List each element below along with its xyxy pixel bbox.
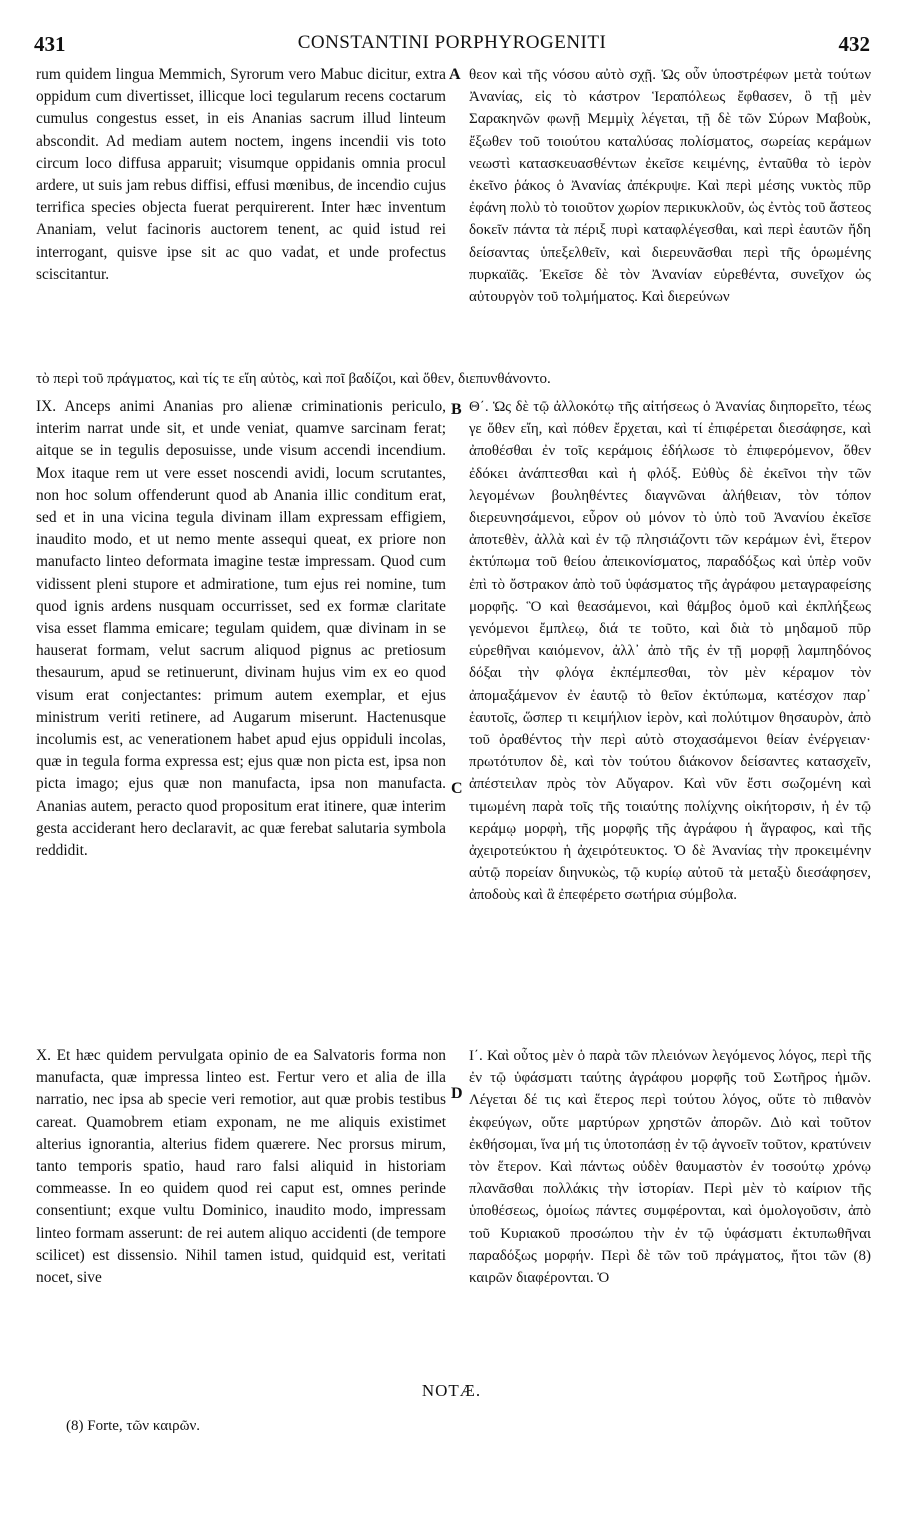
section-marker-c: C	[451, 780, 463, 797]
latin-column-top	[36, 64, 446, 286]
latin-column-middle	[36, 396, 446, 862]
page-header	[34, 32, 870, 58]
latin-column-bottom	[36, 1045, 446, 1289]
greek-paragraph-3: Ι΄. Καὶ οὗτος μὲν ὁ παρὰ τῶν πλειόνων λεγόμενος λόγος, περὶ τῆς ἐν τῷ ὑφάσματι ταύτης ἀγράφου μορφῆς τοῦ Σωτῆρος ἡμῶν. Λέγεται δέ τις καὶ ἕτερος περὶ τούτου λόγος, οὔτε τὸ πιθανὸν ἐκφεύγων, οὔτε μαρτύρων χρηστῶν ἀπορῶν. Διὸ καὶ τοῦτον ἐκθήσομαι, ἵνα μή τις ὑποτοπάσῃ ἐν τῷ ἀγνοεῖν τοῦτον, κρατύνειν τὸν ἕτερον. Καὶ πάντως οὐδὲν θαυμαστὸν ἐν τοσούτῳ χρόνῳ πλανᾶσθαι πολλάκις τὴν ἱστορίαν. Περὶ μὲν τὸ καίριον τῆς ὑποθέσεως, ὁμοίως πάντες συμφέρονται, καὶ ὁμολογοῦσιν, ἀπὸ τοῦ Κυριακοῦ προσώπου τὴν ἐν τῷ ὑφάσματι ἐκτυπωθῆναι παραδόξως μορφήν. Περὶ δὲ τῶν τοῦ πράγματος, ἤτοι τῶν (8) καιρῶν διαφέρονται. Ὁ	[469, 1048, 871, 1287]
footnote-8: (8) Forte, τῶν καιρῶν.	[66, 1418, 201, 1434]
notes-heading: NOTÆ.	[421, 1381, 482, 1400]
greek-spanning-line	[36, 368, 871, 390]
latin-paragraph-1: rum quidem lingua Memmich, Syrorum vero Mabuc dicitur, extra oppidum cum divertisset, illicque loci tegularum recens coctarum cumulus congestus esset, in eis Ananias sacrum illud linteum abscondit. Ad mediam autem noctem, ingens incendii vis toto circum loco diffusa apparuit; visumque oppidanis omnia procul ardere, ut suis jam rebus diffisi, effusi mœnibus, de incendio cujus terrifica species objecta fuerat perquirerent. Inter hæc inventum Ananiam, velut facinoris auctorem tenent, ac quid istud rei interrogant, quisve ipse sit ac quo vadat, et unde profectus sciscitantur.	[36, 66, 446, 283]
running-title: CONSTANTINI PORPHYROGENITI	[297, 32, 607, 53]
greek-column-bottom	[469, 1045, 871, 1289]
greek-column-top	[469, 64, 871, 308]
section-marker-a: A	[449, 66, 461, 83]
page-number-left: 431	[34, 32, 66, 56]
page-number-right: 432	[838, 32, 870, 56]
greek-paragraph-1: θεον καὶ τῆς νόσου αὐτὸ σχῇ. Ὡς οὖν ὑποστρέφων μετὰ τούτων Ἀνανίας, εἰς τὸ κάστρον Ἱεραπόλεως ἔφθασεν, ὃ τῇ μὲν Σαρακηνῶν φωνῇ Μεμμὶχ λέγεται, τῇ δὲ τῶν Σύρων Μαβοὺκ, ἔξωθεν τοῦ τοιούτου καταλύσας πολίσματος, σωρείας κεράμων νεωστὶ κατασκευασθέντων ἐκεῖσε κειμένης, ἐνταῦθα τὸ ἱερὸν ἐκεῖνο ῥάκος ὁ Ἀνανίας ἀπέκρυψε. Καὶ περὶ μέσης νυκτὸς πῦρ ἐφάνη πολὺ τὸ τοιοῦτον χωρίον περικυκλοῦν, ὡς ἐντὸς τοῦ ἄστεος δοκεῖν πάντα τὰ πέριξ πυρὶ καταφλέγεσθαι, καὶ περὶ ἑαυτῶν ἤδη δείσαντας ὑπεξελθεῖν, καὶ διερευνᾶσθαι περὶ τῆς ὁρωμένης πυρκαϊᾶς. Ἐκεῖσε δὲ τὸν Ἀνανίαν εὑρεθέντα, συνεῖχον ὡς αὐτουργὸν τοῦ τολμήματος. Καὶ διερεύνων	[469, 67, 871, 306]
greek-span-text: τὸ περὶ τοῦ πράγματος, καὶ τίς τε εἴη αὐτὸς, καὶ ποῖ βαδίζοι, καὶ ὅθεν, διεπυνθάνοντο.	[36, 371, 551, 387]
latin-paragraph-2: IX. Anceps animi Ananias pro alienæ criminationis periculo, interim narrat unde sit, et unde veniat, quamve sarcinam ferat; aitque se in tegulis deposuisse, unde visum accendi incendium. Mox itaque rem ut vere esset noscendi avidi, locum scrutantes, non hoc solum offenderunt quod ab Anania illic conditum erat, sed et in una vicina tegula divinam illam expressam effigiem, inaudito modo, et ut nemo mente assequi queat, ex priore non manufacto linteo deformata imagine testæ impressam. Quod cum vidissent pleni stupore et admiratione, tum ejus rei nomine, tum quod ignis ardens nusquam occurrisset, sed ex formæ claritate visa esset flamma emicare; tegulam quidem, quæ divinam in se hauserat formam, velut sacrum aliquod pignus ac pretiosum thesaurum, apud se retinuerunt, divinam hujus vim ex eo quod visum erat conjectantes: primum autem exemplar, et ejus ministrum veriti retinere, ad Augarum miserunt. Hactenusque incolumis est, ac venerationem habet apud ejus oppiduli incolas, quæ in tegula forma expressa est; ejus quæ non picta est, ipsa non picta imago; ejus quæ non manufacta, ipsa non manufacta. Ananias autem, peracto quod propositum erat itinere, quæ interim gesta acciderant hero declaravit, ac quæ ferebat salutaria symbola reddidit.	[36, 398, 446, 860]
section-marker-d: D	[451, 1085, 463, 1102]
greek-column-middle	[469, 396, 871, 907]
section-marker-b: B	[451, 401, 462, 418]
latin-paragraph-3: X. Et hæc quidem pervulgata opinio de ea Salvatoris forma non manufacta, quæ impressa linteo est. Fertur vero et alia de illa narratio, nec ipsa ab specie veri remotior, aut quæ probis testibus careat. Quamobrem etiam exponam, ne me aliquis existimet alterius ignorantia, alterius fidem quærere. Nec prorsus mirum, tanto temporis spatio, haud raro falsi aliquid in historiam commeasse. In eo quidem quod rei caput est, omnes perinde consentiunt; exque vultu Dominico, inaudito modo, impressam linteo formam asserunt: de rei autem aliquo accidenti (de tempore scilicet) est dissensio. Nihil tamen istud, quidquid est, veritati nocet, sive	[36, 1047, 446, 1287]
greek-paragraph-2: Θ΄. Ὡς δὲ τῷ ἀλλοκότῳ τῆς αἰτήσεως ὁ Ἀνανίας διηπορεῖτο, τέως γε ὅθεν εἴη, καὶ πόθεν ἔρχεται, καὶ τί ἐπιφέρεται διεσάφησε, καὶ ἀποθέσθαι ἐν τοῖς κεράμοις ἐδήλωσε τὸ ἐπιφερόμενον, ὅθεν ἐδόκει ἀνάπτεσθαι καὶ ἡ φλόξ. Εὐθὺς δὲ ἐκεῖνοι τὴν τῶν λεγομένων βουληθέντες διαγνῶναι ἀλήθειαν, τὸν τόπον διερευνησάμενοι, εὗρον οὐ μόνον τὸ ὑπὸ τοῦ Ἀνανίου ἐκεῖσε ἀποτεθὲν, ἀλλὰ καὶ ἐν τῷ πλησιάζοντι τῶν κεράμων ἑνὶ, ἕτερον ἐκτύπωμα τοῦ θείου ἀπεικονίσματος, παραδόξως καὶ ὑπὲρ νοῦν ἐπὶ τὸ ὄστρακον ἀπὸ τοῦ ὑφάσματος τῆς ἀγράφου μεταγραφείσης μορφῆς. Ὃ καὶ θεασάμενοι, καὶ θάμβος ὁμοῦ καὶ ἐκπλήξεως γενόμενοι ἔμπλεῳ, διά τε τοῦτο, καὶ διὰ τὸ μηδαμοῦ πῦρ εὑρεθῆναι καιόμενον, ἀλλ᾿ ἀπὸ τῆς ἐν τῇ μορφῇ λαμπηδόνος δόξαι τὴν φλόγα ἐκπέμπεσθαι, τὸν μὲν κέραμον τὸν ἀπομαξάμενον ἐν ἑαυτῷ τὸ θεῖον ἐκτύπωμα, κατέσχον παρ᾿ ἑαυτοῖς, ὥσπερ τι κειμήλιον ἱερὸν, καὶ πολύτιμον θησαυρὸν, ἀπὸ τοῦ ὀραθέντος τὴν περὶ αὐτὸ στοχασάμενοι θείαν ἐνέργειαν· πρωτότυπον δὲ, καὶ τὸν τούτου διάκονον δείσαντες κατασχεῖν, ἀπέστειλαν πρὸς τὸν Αὔγαρον. Καὶ νῦν ἔστι σωζομένη καὶ τιμωμένη παρὰ τοῖς τῆς τοιαύτης πολίχνης οἰκήτορσιν, ἡ ἐν τῷ κεράμῳ μορφὴ, τῆς μορφῆς τῆς ἀγράφου ἡ ἄγραφος, καὶ τῆς ἀχειροτεύκτου ἡ ἀχειρότευκτος. Ὁ δὲ Ἀνανίας τὴν προκειμένην αὐτῷ πορείαν διηνυκὼς, τῷ κυρίῳ αὐτοῦ τὰ μεταξὺ διεσάφησεν, ἀποδοὺς καὶ ἃ ἐπεφέρετο σωτήρια σύμβολα.	[469, 399, 871, 904]
